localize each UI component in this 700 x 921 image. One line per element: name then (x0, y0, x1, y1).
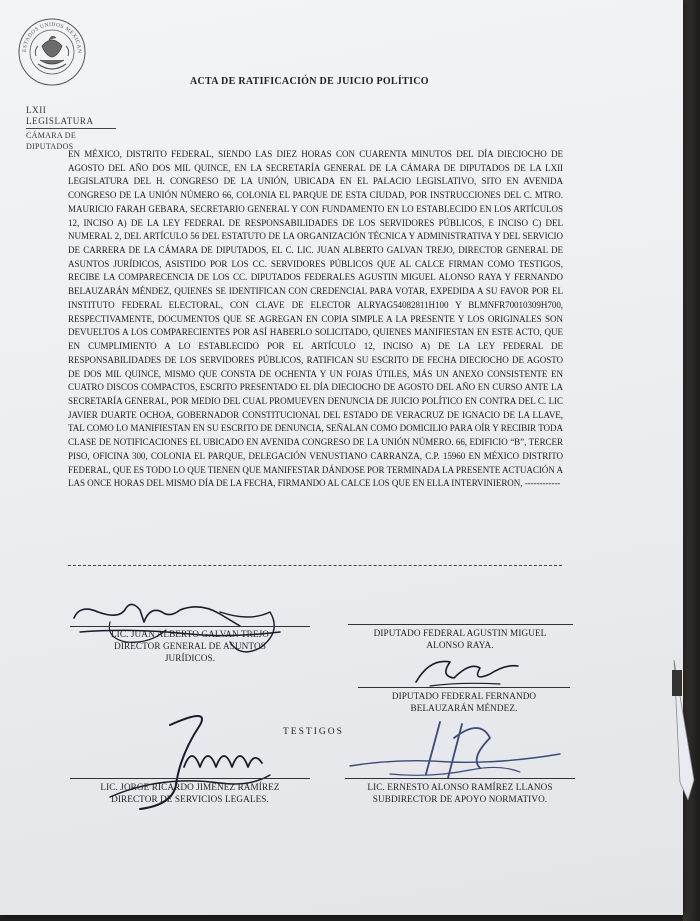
signer-alonso-raya-role: ALONSO RAYA. (426, 640, 494, 650)
dashed-separator (68, 565, 562, 566)
signer-ramirez-llanos-role: SUBDIRECTOR DE APOYO NORMATIVO. (372, 794, 548, 804)
legislature-block (26, 105, 116, 152)
signature-line-galvan (70, 626, 310, 627)
body-paragraph: EN MÉXICO, DISTRITO FEDERAL, SIENDO LAS DIEZ HORAS CON CUARENTA MINUTOS DEL DÍA DIECIOCHO DE AGOSTO DEL AÑO DOS MIL QUINCE, EN LA SECRETARÍA GENERAL DE LA CÁMARA DE DIPUTADOS DE LA LXII LEGISLATURA DEL H. CONGRESO DE LA UNIÓN, UBICADA EN EL PALACIO LEGISLATIVO, SITO EN AVENIDA CONGRESO DE LA UNIÓN NÚMERO 66, COLONIA EL PARQUE DE ESTA CIUDAD, POR INSTRUCCIONES DEL C. MTRO. MAURICIO FARAH GEBARA, SECRETARIO GENERAL Y CON FUNDAMENTO EN LO ESTABLECIDO EN LOS ARTÍCULOS 12, INCISO A) DE LA LEY FEDERAL DE RESPONSABILIDADES DE LOS SERVIDORES PÚBLICOS, E INCISO C) DEL NUMERAL 2, DEL ARTÍCULO 56 DEL ESTATUTO DE LA ORGANIZACIÓN TÉCNICA Y ADMINISTRATIVA Y DEL SERVICIO DE CARRERA DE LA CÁMARA DE DIPUTADOS, EL C. LIC. JUAN ALBERTO GALVAN TREJO, DIRECTOR GENERAL DE ASUNTOS JURÍDICOS, ASISTIDO POR LOS CC. SERVIDORES PÚBLICOS QUE AL CALCE FIRMAN COMO TESTIGOS, RECIBE LA COMPARECENCIA DE LOS CC. DIPUTADOS FEDERALES AGUSTIN MIGUEL ALONSO RAYA Y FERNANDO BELAUZARÁN MÉNDEZ, QUIENES SE IDENTIFICAN CON CREDENCIAL PARA VOTAR, EXPEDIDA A SU FAVOR POR EL INSTITUTO FEDERAL ELECTORAL, CON CLAVE DE ELECTOR ALRYAG54082811H100 Y BLMNFR70010309H700, RESPECTIVAMENTE, DOCUMENTOS QUE SE AGREGAN EN COPIA SIMPLE A LA PRESENTE Y LOS ORIGINALES SON DEVUELTOS A LOS COMPARECIENTES POR ASÍ HABERLO SOLICITADO, QUIENES MANIFIESTAN EN ESTE ACTO, QUE EN CUMPLIMIENTO A LO ESTABLECIDO POR EL ARTÍCULO 12, INCISO A) DE LA LEY FEDERAL DE RESPONSABILIDADES DE LOS SERVIDORES PÚBLICOS, RATIFICAN SU ESCRITO DE FECHA DIECIOCHO DE AGOSTO DE DOS MIL QUINCE, MISMO QUE CONSTA DE OCHENTA Y UN FOJAS ÚTILES, MÁS UN ANEXO CONSISTENTE EN CUATRO DISCOS COMPACTOS, ESCRITO PRESENTADO EL DÍA DIECIOCHO DE AGOSTO DEL AÑO EN CURSO ANTE LA SECRETARÍA GENERAL, POR MEDIO DEL CUAL PROMUEVEN DENUNCIA DE JUICIO POLÍTICO EN CONTRA DEL C. LIC JAVIER DUARTE OCHOA, GOBERNADOR CONSTITUCIONAL DEL ESTADO DE VERACRUZ DE IGNACIO DE LA LLAVE, TAL COMO LO MANIFIESTAN EN SU ESCRITO DE DENUNCIA, SEÑALAN COMO DOMICILIO PARA OÍR Y RECIBIR TODA CLASE DE NOTIFICACIONES EL UBICADO EN AVENIDA CONGRESO DE LA UNIÓN NÚMERO. 66, EDIFICIO “B”, TERCER PISO, OFICINA 300, COLONIA EL PARQUE, DELEGACIÓN VENUSTIANO CARRANZA, C.P. 15960 EN MÉXICO DISTRITO FEDERAL, QUE ES TODO LO QUE TIENEN QUE MANIFESTAR DÁNDOSE POR TERMINADA LA PRESENTE ACTUACIÓN A LAS ONCE HORAS DEL MISMO DÍA DE LA FECHA, FIRMANDO AL CALCE LOS QUE EN ELLA INTERVINIERON, ------------ (68, 149, 563, 489)
witnesses-label: TESTIGOS (283, 727, 344, 737)
signature-jimenez (100, 705, 300, 825)
signer-galvan (70, 628, 310, 664)
signature-belauzaran (410, 652, 520, 692)
signature-line-jimenez (70, 778, 310, 779)
signer-ramirez-llanos (335, 781, 585, 805)
pen-object (668, 660, 700, 800)
signer-belauzaran-name: DIPUTADO FEDERAL FERNANDO (391, 691, 537, 701)
document-title: ACTA DE RATIFICACIÓN DE JUICIO POLÍTICO (190, 76, 429, 87)
signature-line-belauzaran (358, 687, 570, 688)
signer-belauzaran (355, 690, 573, 714)
signer-jimenez-name: LIC. JORGE RICARDO JIMÉNEZ RAMÍREZ (100, 782, 280, 792)
signer-galvan-name: LIC. JUAN ALBERTO GALVAN TREJO (110, 629, 270, 639)
signer-jimenez (68, 781, 312, 805)
signer-ramirez-llanos-name: LIC. ERNESTO ALONSO RAMÍREZ LLANOS (367, 782, 553, 792)
signer-galvan-role: DIRECTOR GENERAL DE ASUNTOS JURÍDICOS. (114, 641, 266, 663)
signature-line-ramirez-llanos (345, 778, 575, 779)
legislature-label: LXII LEGISLATURA (26, 105, 116, 129)
signature-line-alonso-raya (348, 624, 573, 625)
seal-ring-text: ESTADOS UNIDOS MEXICAN (21, 21, 83, 54)
signer-alonso-raya-name: DIPUTADO FEDERAL AGUSTIN MIGUEL (373, 628, 547, 638)
signer-alonso-raya (345, 627, 575, 651)
chamber-label: CÁMARA DE DIPUTADOS (26, 131, 77, 151)
signer-jimenez-role: DIRECTOR DE SERVICIOS LEGALES. (111, 794, 269, 804)
mexican-coat-of-arms-seal (16, 16, 88, 88)
signer-belauzaran-role: BELAUZARÁN MÉNDEZ. (410, 703, 518, 713)
